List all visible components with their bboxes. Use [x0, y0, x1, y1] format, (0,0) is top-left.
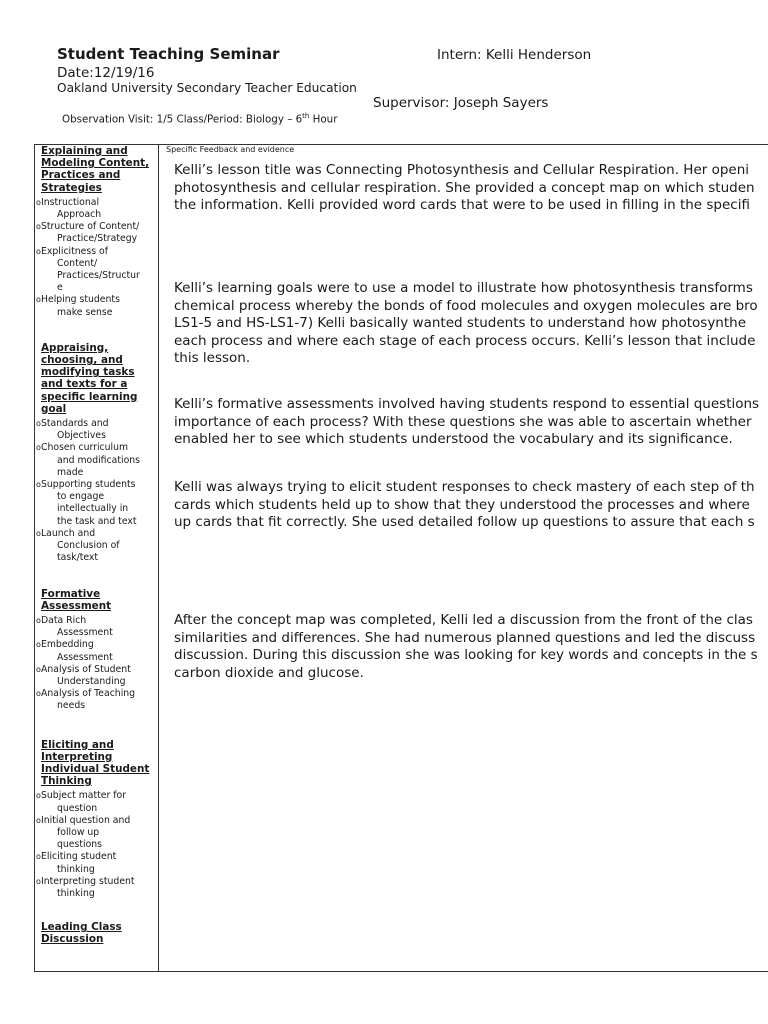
criteria-item [36, 528, 156, 565]
heading-line: Appraising, [41, 341, 109, 354]
heading-line: specific learning [41, 390, 138, 403]
feedback-line: Kelli’s learning goals were to use a model to illustrate how photosynthesis transforms [174, 280, 753, 296]
document-title: Student Teaching Seminar [57, 45, 280, 63]
feedback-line: Kelli’s formative assessments involved having students respond to essential questions [174, 396, 760, 412]
criteria-item-line: Analysis of Student [41, 663, 131, 675]
criteria-item-line: thinking [57, 887, 95, 899]
criteria-item-line: Data Rich [41, 614, 87, 626]
observation-visit-line: Observation Visit: 1/5 Class/Period: Biology – 6th Hour [62, 112, 338, 126]
criteria-item-line: question [57, 802, 98, 814]
bullet-icon: o [36, 443, 41, 453]
intern-line: Intern: Kelli Henderson [437, 47, 592, 63]
heading-line: Individual Student [41, 762, 150, 775]
criteria-item-line: Understanding [57, 675, 126, 687]
feedback-line: each process and where each stage of each process occurs. Kelli’s lesson that include [174, 332, 756, 349]
feedback-line: cards which students held up to show that they understood the processes and where [174, 496, 750, 513]
bullet-icon: o [36, 791, 41, 801]
feedback-line: carbon dioxide and glucose. [174, 664, 364, 681]
criteria-item-line: Practice/Strategy [57, 233, 138, 245]
criteria-item-line: Supporting students [41, 479, 136, 491]
criteria-item-line: intellectually in [57, 503, 129, 515]
criteria-section [36, 921, 156, 945]
criteria-item-line: Interpreting student [41, 875, 135, 887]
feedback-line: enabled her to see which students understood the vocabulary and its significance. [174, 431, 733, 448]
bullet-icon: o [36, 815, 41, 825]
criteria-item-line: e [57, 282, 63, 294]
criteria-item [36, 294, 156, 318]
heading-line: choosing, and [41, 354, 123, 367]
feedback-line: photosynthesis and cellular respiration. She provided a concept map on which studen [174, 179, 755, 196]
criteria-item-line: and modifications [57, 454, 140, 466]
bullet-icon: o [36, 419, 41, 429]
heading-line: Eliciting and [41, 738, 114, 751]
criteria-item [36, 815, 156, 852]
feedback-paragraph [174, 396, 768, 449]
criteria-item [36, 688, 156, 712]
heading-line: Modeling Content, [41, 157, 150, 170]
criteria-item [36, 418, 156, 442]
feedback-line: similarities and differences. She had numerous planned questions and led the discuss [174, 629, 756, 646]
bullet-icon: o [36, 480, 41, 490]
feedback-line: importance of each process? With these questions she was able to ascertain whether [174, 413, 752, 430]
heading-line: Thinking [41, 775, 92, 788]
university-line: Oakland University Secondary Teacher Education [57, 81, 357, 95]
bullet-icon: o [36, 197, 41, 207]
heading-line: Practices and [41, 169, 121, 182]
criteria-item [36, 851, 156, 875]
feedback-heading: Specific Feedback and evidence [166, 145, 295, 154]
heading-line: Explaining and [41, 145, 128, 157]
criteria-item [36, 615, 156, 639]
criteria-item-line: Analysis of Teaching [41, 688, 136, 700]
criteria-item [36, 790, 156, 814]
criteria-section-heading [36, 342, 156, 415]
heading-line: Strategies [41, 181, 102, 194]
criteria-item [36, 442, 156, 479]
criteria-item [36, 479, 156, 528]
criteria-column [36, 145, 156, 949]
feedback-line: LS1-5 and HS-LS1-7) Kelli basically wanted students to understand how photosynthe [174, 315, 747, 332]
criteria-item [36, 221, 156, 245]
criteria-item-line: Chosen curriculum [41, 442, 129, 454]
criteria-item-line: follow up [57, 826, 100, 838]
bullet-icon: o [36, 852, 41, 862]
criteria-item [36, 639, 156, 663]
criteria-item-line: Launch and [41, 527, 96, 539]
bullet-icon: o [36, 246, 41, 256]
bullet-icon: o [36, 876, 41, 886]
criteria-item-line: to engage [57, 491, 105, 503]
feedback-line: Kelli was always trying to elicit student responses to check mastery of each step of th [174, 479, 755, 495]
criteria-item-line: Subject matter for [41, 790, 127, 802]
heading-line: and texts for a [41, 378, 128, 391]
feedback-paragraph [174, 479, 768, 532]
criteria-item-line: Standards and [41, 418, 109, 430]
heading-line: Leading Class [41, 921, 122, 934]
criteria-item [36, 197, 156, 221]
criteria-item-line: made [57, 466, 84, 478]
criteria-item-line: task/text [57, 552, 99, 564]
criteria-item-line: the task and text [57, 515, 137, 527]
heading-line: Assessment [41, 599, 112, 612]
criteria-section-heading [36, 921, 156, 945]
criteria-item-line: Conclusion of [57, 540, 120, 552]
feedback-line: Kelli’s lesson title was Connecting Photosynthesis and Cellular Respiration. Her openi [174, 162, 750, 178]
criteria-item [36, 246, 156, 295]
criteria-item-line: Eliciting student [41, 851, 117, 863]
criteria-item [36, 876, 156, 900]
criteria-item-line: questions [57, 839, 103, 851]
feedback-line: discussion. During this discussion she was looking for key words and concepts in the s [174, 647, 758, 664]
criteria-item-line: make sense [57, 306, 113, 318]
supervisor-line: Supervisor: Joseph Sayers [373, 95, 549, 111]
criteria-item-line: Approach [57, 209, 102, 221]
column-divider [158, 144, 159, 972]
feedback-line: chemical process whereby the bonds of food molecules and oxygen molecules are bro [174, 297, 758, 314]
criteria-item-line: Initial question and [41, 814, 131, 826]
feedback-line: this lesson. [174, 350, 251, 367]
feedback-paragraph [174, 280, 768, 368]
criteria-section-heading [36, 739, 156, 788]
criteria-item-line: Explicitness of [41, 245, 108, 257]
criteria-item-line: Content/ [57, 257, 98, 269]
criteria-item-line: Helping students [41, 294, 120, 306]
heading-line: Interpreting [41, 750, 113, 763]
criteria-section [36, 342, 156, 565]
heading-line: Discussion [41, 933, 104, 946]
criteria-item [36, 664, 156, 688]
feedback-line: up cards that fit correctly. She used detailed follow up questions to assure that each s [174, 514, 755, 531]
feedback-paragraph [174, 612, 768, 682]
heading-line: goal [41, 402, 67, 415]
feedback-paragraph [174, 162, 768, 215]
heading-line: Formative [41, 587, 101, 600]
criteria-item-line: Objectives [57, 430, 106, 442]
criteria-item-line: Practices/Structur [57, 270, 140, 282]
criteria-section [36, 588, 156, 713]
criteria-item-line: Structure of Content/ [41, 221, 140, 233]
criteria-section [36, 145, 156, 319]
bullet-icon: o [36, 664, 41, 674]
criteria-section-heading [36, 145, 156, 194]
criteria-item-line: Instructional [41, 196, 100, 208]
heading-line: modifying tasks [41, 366, 135, 379]
criteria-item-line: needs [57, 700, 86, 712]
criteria-item-line: Assessment [57, 651, 113, 663]
bullet-icon: o [36, 222, 41, 232]
bullet-icon: o [36, 528, 41, 538]
feedback-line: the information. Kelli provided word cards that were to be used in filling in the specifi [174, 197, 750, 214]
criteria-section-heading [36, 588, 156, 612]
date-line: Date:12/19/16 [57, 65, 155, 81]
criteria-item-line: Assessment [57, 627, 113, 639]
criteria-item-line: Embedding [41, 639, 94, 651]
bullet-icon: o [36, 689, 41, 699]
bullet-icon: o [36, 615, 41, 625]
feedback-line: After the concept map was completed, Kelli led a discussion from the front of the clas [174, 612, 753, 628]
bullet-icon: o [36, 640, 41, 650]
criteria-section [36, 739, 156, 901]
criteria-item-line: thinking [57, 863, 95, 875]
bullet-icon: o [36, 295, 41, 305]
